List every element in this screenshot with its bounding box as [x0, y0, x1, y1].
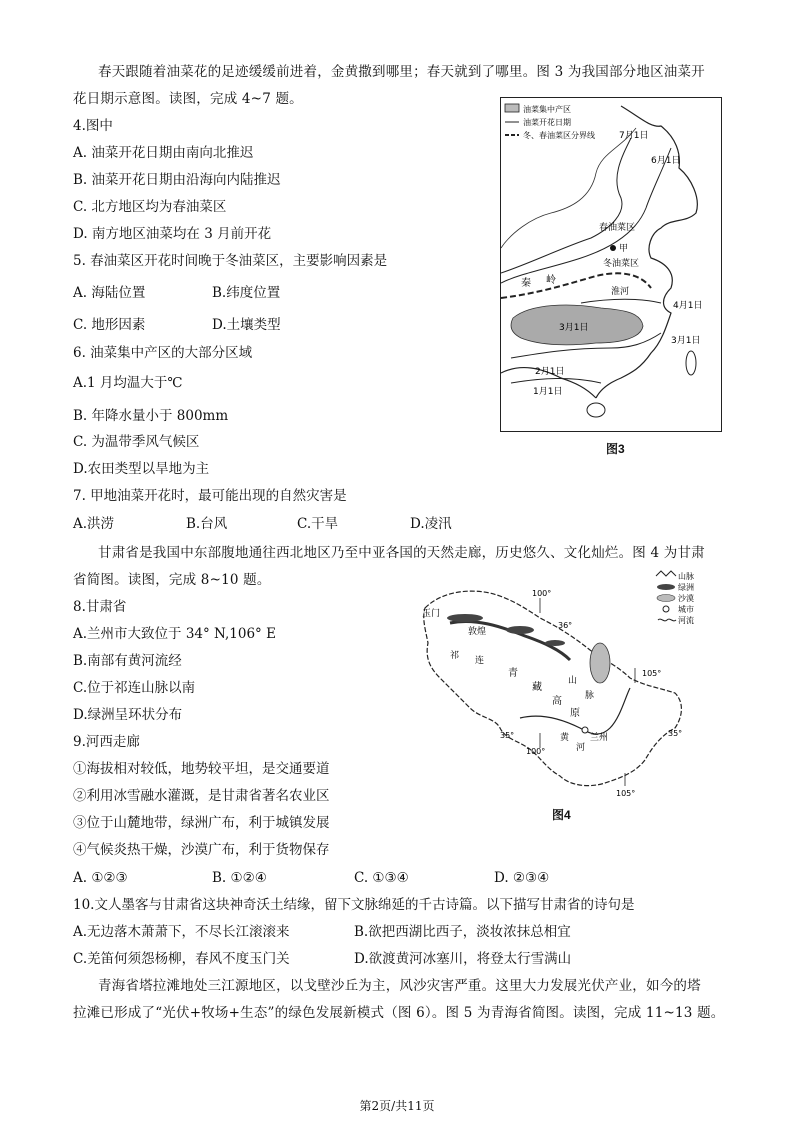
q4-option-a: A. 油菜开花日期由南向北推迟: [73, 145, 254, 161]
point-jia: [610, 245, 616, 251]
label-feb: 2月1日: [535, 367, 565, 377]
q8-option-b: B.南部有黄河流经: [73, 653, 182, 669]
oasis-2: [506, 626, 534, 634]
oasis-1: [447, 614, 483, 622]
q9-option-a: A. ①②③: [73, 870, 128, 886]
label-huaihe: 淮河: [611, 287, 630, 297]
label-mar-coast: 3月1日: [671, 336, 701, 346]
label-100-top: 100°: [532, 589, 552, 598]
legend-river-swatch: [658, 619, 676, 621]
label-qi: 祁: [450, 651, 460, 661]
figure-4-caption: 图4: [552, 808, 571, 822]
q4-option-c: C. 北方地区均为春油菜区: [73, 199, 227, 215]
label-qing: 青: [508, 668, 518, 679]
isoline-feb: [511, 378, 601, 383]
label-jun: 6月1日: [651, 156, 681, 166]
label-winter-zone: 冬油菜区: [603, 259, 640, 269]
q10-option-c: C.羌笛何须怨杨柳，春风不度玉门关: [73, 951, 290, 967]
label-qin: 秦: [521, 278, 531, 289]
legend-swatch-production: [505, 104, 519, 112]
lanzhou-city: [582, 727, 588, 733]
taiwan-island: [686, 351, 696, 375]
label-36: 36°: [558, 621, 573, 630]
legend-boundary: 冬、春油菜区分界线: [523, 131, 595, 140]
q5-option-c: C. 地形因素: [73, 317, 146, 333]
q6-option-c: C. 为温带季风气候区: [73, 434, 200, 450]
legend-oasis-swatch: [657, 584, 675, 590]
q5-stem: 5. 春油菜区开花时间晚于冬油菜区，主要影响因素是: [73, 253, 388, 269]
q10-option-a: A.无边落木萧萧下，不尽长江滚滚来: [73, 924, 290, 940]
q8-option-d: D.绿洲呈环状分布: [73, 707, 183, 723]
q9-item-2: ②利用冰雪融水灌溉，是甘肃省著名农业区: [73, 788, 330, 804]
q8-stem: 8.甘肃省: [73, 599, 127, 615]
figure-3-caption: 图3: [606, 442, 625, 456]
label-gao: 高: [552, 696, 562, 707]
label-105-bottom: 105°: [616, 789, 636, 798]
label-shan: 山: [568, 676, 578, 686]
label-zang: 藏: [532, 682, 542, 693]
q7-stem: 7. 甲地油菜开花时，最可能出现的自然灾害是: [73, 488, 347, 504]
oasis-3: [545, 640, 565, 646]
q9-option-d: D. ②③④: [494, 870, 550, 886]
q9-option-c: C. ①③④: [354, 870, 409, 886]
legend-desert-swatch: [657, 595, 675, 602]
intro3-line-1: 青海省塔拉滩地处三江源地区，以戈壁沙丘为主，风沙灾害严重。这里大力发展光伏产业，如今的塔: [98, 978, 701, 994]
q7-option-b: B.台风: [186, 516, 228, 532]
isoline-jun: [501, 148, 671, 283]
legend-city-swatch: [663, 606, 669, 612]
label-jul: 7月1日: [619, 131, 649, 141]
legend-date: 油菜开花日期: [523, 118, 571, 127]
legend-city: 城市: [678, 605, 694, 614]
desert-area: [590, 643, 610, 683]
label-lanzhou: 兰州: [590, 733, 609, 743]
label-mar-inner: 3月1日: [559, 323, 589, 333]
legend-river: 河流: [678, 616, 694, 625]
q4-stem: 4.图中: [73, 118, 113, 134]
figure-3-map: [500, 97, 722, 432]
intro2-line-1: 甘肃省是我国中东部腹地通往西北地区乃至中亚各国的天然走廊，历史悠久、文化灿烂。图 4 为甘肃: [98, 545, 705, 561]
figure-4-map: [420, 568, 694, 798]
label-105-top: 105°: [642, 669, 662, 678]
legend-desert: 沙漠: [678, 594, 694, 603]
q7-option-c: C.干旱: [297, 516, 339, 532]
legend-production: 油菜集中产区: [523, 105, 571, 114]
q10-stem: 10.文人墨客与甘肃省这块神奇沃土结缘，留下文脉绵延的千古诗篇。以下描写甘肃省的诗句是: [73, 897, 635, 913]
figure-4-svg: [420, 568, 694, 798]
q10-option-b: B.欲把西湖比西子，淡妆浓抹总相宜: [354, 924, 571, 940]
q5-option-b: B.纬度位置: [212, 285, 281, 301]
q9-option-b: B. ①②④: [212, 870, 267, 886]
label-lian: 连: [475, 656, 485, 666]
q8-option-c: C.位于祁连山脉以南: [73, 680, 196, 696]
q6-stem: 6. 油菜集中产区的大部分区域: [73, 345, 253, 361]
q6-option-b: B. 年降水量小于 800mm: [73, 408, 229, 424]
q10-option-d: D.欲渡黄河冰塞川，将登太行雪满山: [354, 951, 572, 967]
label-jan: 1月1日: [533, 387, 563, 397]
q7-option-d: D.凌汛: [410, 516, 452, 532]
label-apr: 4月1日: [673, 301, 703, 311]
isoline-apr: [581, 299, 661, 303]
label-yumen: 玉门: [422, 609, 441, 619]
q4-option-d: D. 南方地区油菜均在 3 月前开花: [73, 226, 272, 242]
label-huang: 黄: [560, 733, 570, 743]
legend-mountain: 山脉: [678, 572, 694, 581]
label-he: 河: [576, 743, 586, 753]
label-spring-zone: 春油菜区: [599, 223, 636, 233]
q9-item-4: ④气候炎热干燥，沙漠广布，利于货物保存: [73, 842, 330, 858]
figure-3-svg: [501, 98, 721, 431]
q8-option-a: A.兰州市大致位于 34° N,106° E: [73, 626, 276, 642]
q9-stem: 9.河西走廊: [73, 734, 140, 750]
label-35-left: 35°: [500, 731, 515, 740]
intro2-line-2: 省简图。读图，完成 8~10 题。: [73, 572, 271, 588]
legend-oasis: 绿洲: [678, 583, 694, 592]
label-100-bottom: 100°: [526, 747, 546, 756]
intro3-line-2: 拉滩已形成了“光伏+牧场+生态”的绿色发展新模式（图 6）。图 5 为青海省简图。读图，完成 11~13 题。: [73, 1005, 725, 1021]
legend-mountain-swatch: [656, 571, 676, 576]
label-ling: 岭: [546, 275, 556, 286]
hainan-island: [587, 403, 605, 417]
label-35-right: 35°: [668, 729, 683, 738]
q9-item-3: ③位于山麓地带，绿洲广布，利于城镇发展: [73, 815, 330, 831]
page-footer: 第2页/共11页: [359, 1099, 435, 1113]
q9-item-1: ①海拔相对较低，地势较平坦，是交通要道: [73, 761, 330, 777]
intro-line-1: 春天跟随着油菜花的足迹缓缓前进着，金黄撒到哪里；春天就到了哪里。图 3 为我国部分地区油菜开: [98, 64, 705, 80]
label-jia: 甲: [619, 244, 629, 254]
label-dunhuang: 敦煌: [468, 627, 487, 637]
q6-option-d: D.农田类型以旱地为主: [73, 461, 210, 477]
label-mai: 脉: [585, 691, 595, 701]
q4-option-b: B. 油菜开花日期由沿海向内陆推迟: [73, 172, 281, 188]
q5-option-d: D.土壤类型: [212, 317, 281, 333]
q6-option-a: A.1 月均温大于℃: [73, 375, 183, 391]
isoline-jul: [501, 138, 631, 273]
coastline: [501, 106, 697, 398]
q5-option-a: A. 海陆位置: [73, 285, 146, 301]
q7-option-a: A.洪涝: [73, 516, 115, 532]
label-yuan: 原: [570, 708, 580, 719]
intro-line-2: 花日期示意图。读图，完成 4~7 题。: [73, 91, 303, 107]
